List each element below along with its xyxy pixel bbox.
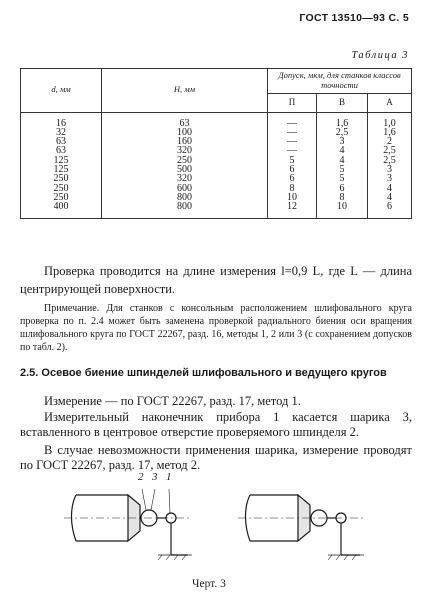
figure-label-1: 1: [166, 471, 172, 483]
cell-v: 4: [317, 156, 368, 165]
cell-d: 250: [21, 174, 102, 183]
cell-h: 320: [102, 174, 268, 183]
cell-d: 63: [21, 137, 102, 146]
cell-v: 8: [317, 193, 368, 202]
cell-d: 32: [21, 128, 102, 137]
cell-h: 250: [102, 156, 268, 165]
table-row: [21, 146, 412, 155]
cell-p: —: [268, 137, 317, 146]
cell-v: 10: [317, 202, 368, 218]
cell-p: 12: [268, 202, 317, 218]
figure-caption: Черт. 3: [192, 578, 226, 590]
section-title: 2.5. Осевое биение шпинделей шлифовального и ведущего кругов: [20, 367, 387, 379]
cell-p: 8: [268, 184, 317, 193]
header-d: d, мм: [21, 69, 102, 113]
table-row: [21, 174, 412, 183]
cell-a: 3: [368, 174, 412, 183]
cell-h: 63: [102, 112, 268, 128]
table-row: [21, 202, 412, 218]
cell-d: 63: [21, 146, 102, 155]
header-class-p: П: [268, 93, 317, 112]
table-note: Примечание. Для станков с консольным расположением шлифовального круга проверка по п. 2.4 может быть заменена проверкой радиального биения оси вращения шлифовального круга по ГОСТ 22267, разд. 16, методы 1, 2 или 3 (с сохранением допусков по табл. 2).: [20, 303, 412, 353]
tolerance-table: [20, 68, 412, 219]
header-tolerance: Допуск, мкм, для станков классов точности: [268, 69, 412, 94]
table-row: [21, 193, 412, 202]
cell-a: 3: [368, 165, 412, 174]
header-h: H, мм: [102, 69, 268, 113]
cell-v: 1,6: [317, 112, 368, 128]
cell-p: —: [268, 146, 317, 155]
cell-h: 160: [102, 137, 268, 146]
header-class-a: А: [368, 93, 412, 112]
cell-d: 400: [21, 202, 102, 218]
method-paragraph: Измерение — по ГОСТ 22267, разд. 17, метод 1.: [44, 394, 301, 408]
cell-d: 125: [21, 165, 102, 174]
table-row: [21, 165, 412, 174]
measurement-paragraph: Проверка проводится на длине измерения l=0,9 L, где L — длина центрирующей поверхности.: [20, 264, 412, 296]
cell-h: 320: [102, 146, 268, 155]
cell-a: 2: [368, 137, 412, 146]
cell-a: 1,6: [368, 128, 412, 137]
cell-p: 6: [268, 174, 317, 183]
cell-p: 5: [268, 156, 317, 165]
cell-d: 16: [21, 112, 102, 128]
table-caption: Таблица 3: [351, 50, 409, 61]
cell-h: 600: [102, 184, 268, 193]
cell-h: 500: [102, 165, 268, 174]
page-header: ГОСТ 13510—93 С. 5: [299, 12, 409, 24]
cell-d: 250: [21, 184, 102, 193]
cell-p: 6: [268, 165, 317, 174]
cell-d: 125: [21, 156, 102, 165]
cell-v: 2,5: [317, 128, 368, 137]
cell-h: 800: [102, 202, 268, 218]
cell-p: —: [268, 112, 317, 128]
cell-h: 100: [102, 128, 268, 137]
drawing-3: [62, 471, 382, 575]
cell-p: —: [268, 128, 317, 137]
figure-label-2: 2: [138, 471, 144, 483]
cell-h: 800: [102, 193, 268, 202]
spindle-drawing-svg: [62, 475, 382, 575]
table-row: [21, 156, 412, 165]
cell-v: 6: [317, 184, 368, 193]
cell-v: 5: [317, 165, 368, 174]
figure-label-3: 3: [152, 471, 158, 483]
cell-v: 4: [317, 146, 368, 155]
cell-a: 6: [368, 202, 412, 218]
cell-a: 1,0: [368, 112, 412, 128]
cell-a: 4: [368, 184, 412, 193]
alternative-paragraph: В случае невозможности применения шарика, измерение проводят по ГОСТ 22267, разд. 17, метод 2.: [20, 443, 412, 472]
cell-d: 250: [21, 193, 102, 202]
cell-v: 3: [317, 137, 368, 146]
table-row: [21, 128, 412, 137]
probe-paragraph: Измерительный наконечник прибора 1 касается шарика 3, вставленного в центровое отверстие проверяемого шпинделя 2.: [20, 410, 412, 439]
cell-a: 2,5: [368, 156, 412, 165]
table-row: [21, 112, 412, 128]
table-row: [21, 184, 412, 193]
cell-v: 5: [317, 174, 368, 183]
cell-p: 10: [268, 193, 317, 202]
table-row: [21, 137, 412, 146]
cell-a: 4: [368, 193, 412, 202]
header-class-v: В: [317, 93, 368, 112]
cell-a: 2,5: [368, 146, 412, 155]
